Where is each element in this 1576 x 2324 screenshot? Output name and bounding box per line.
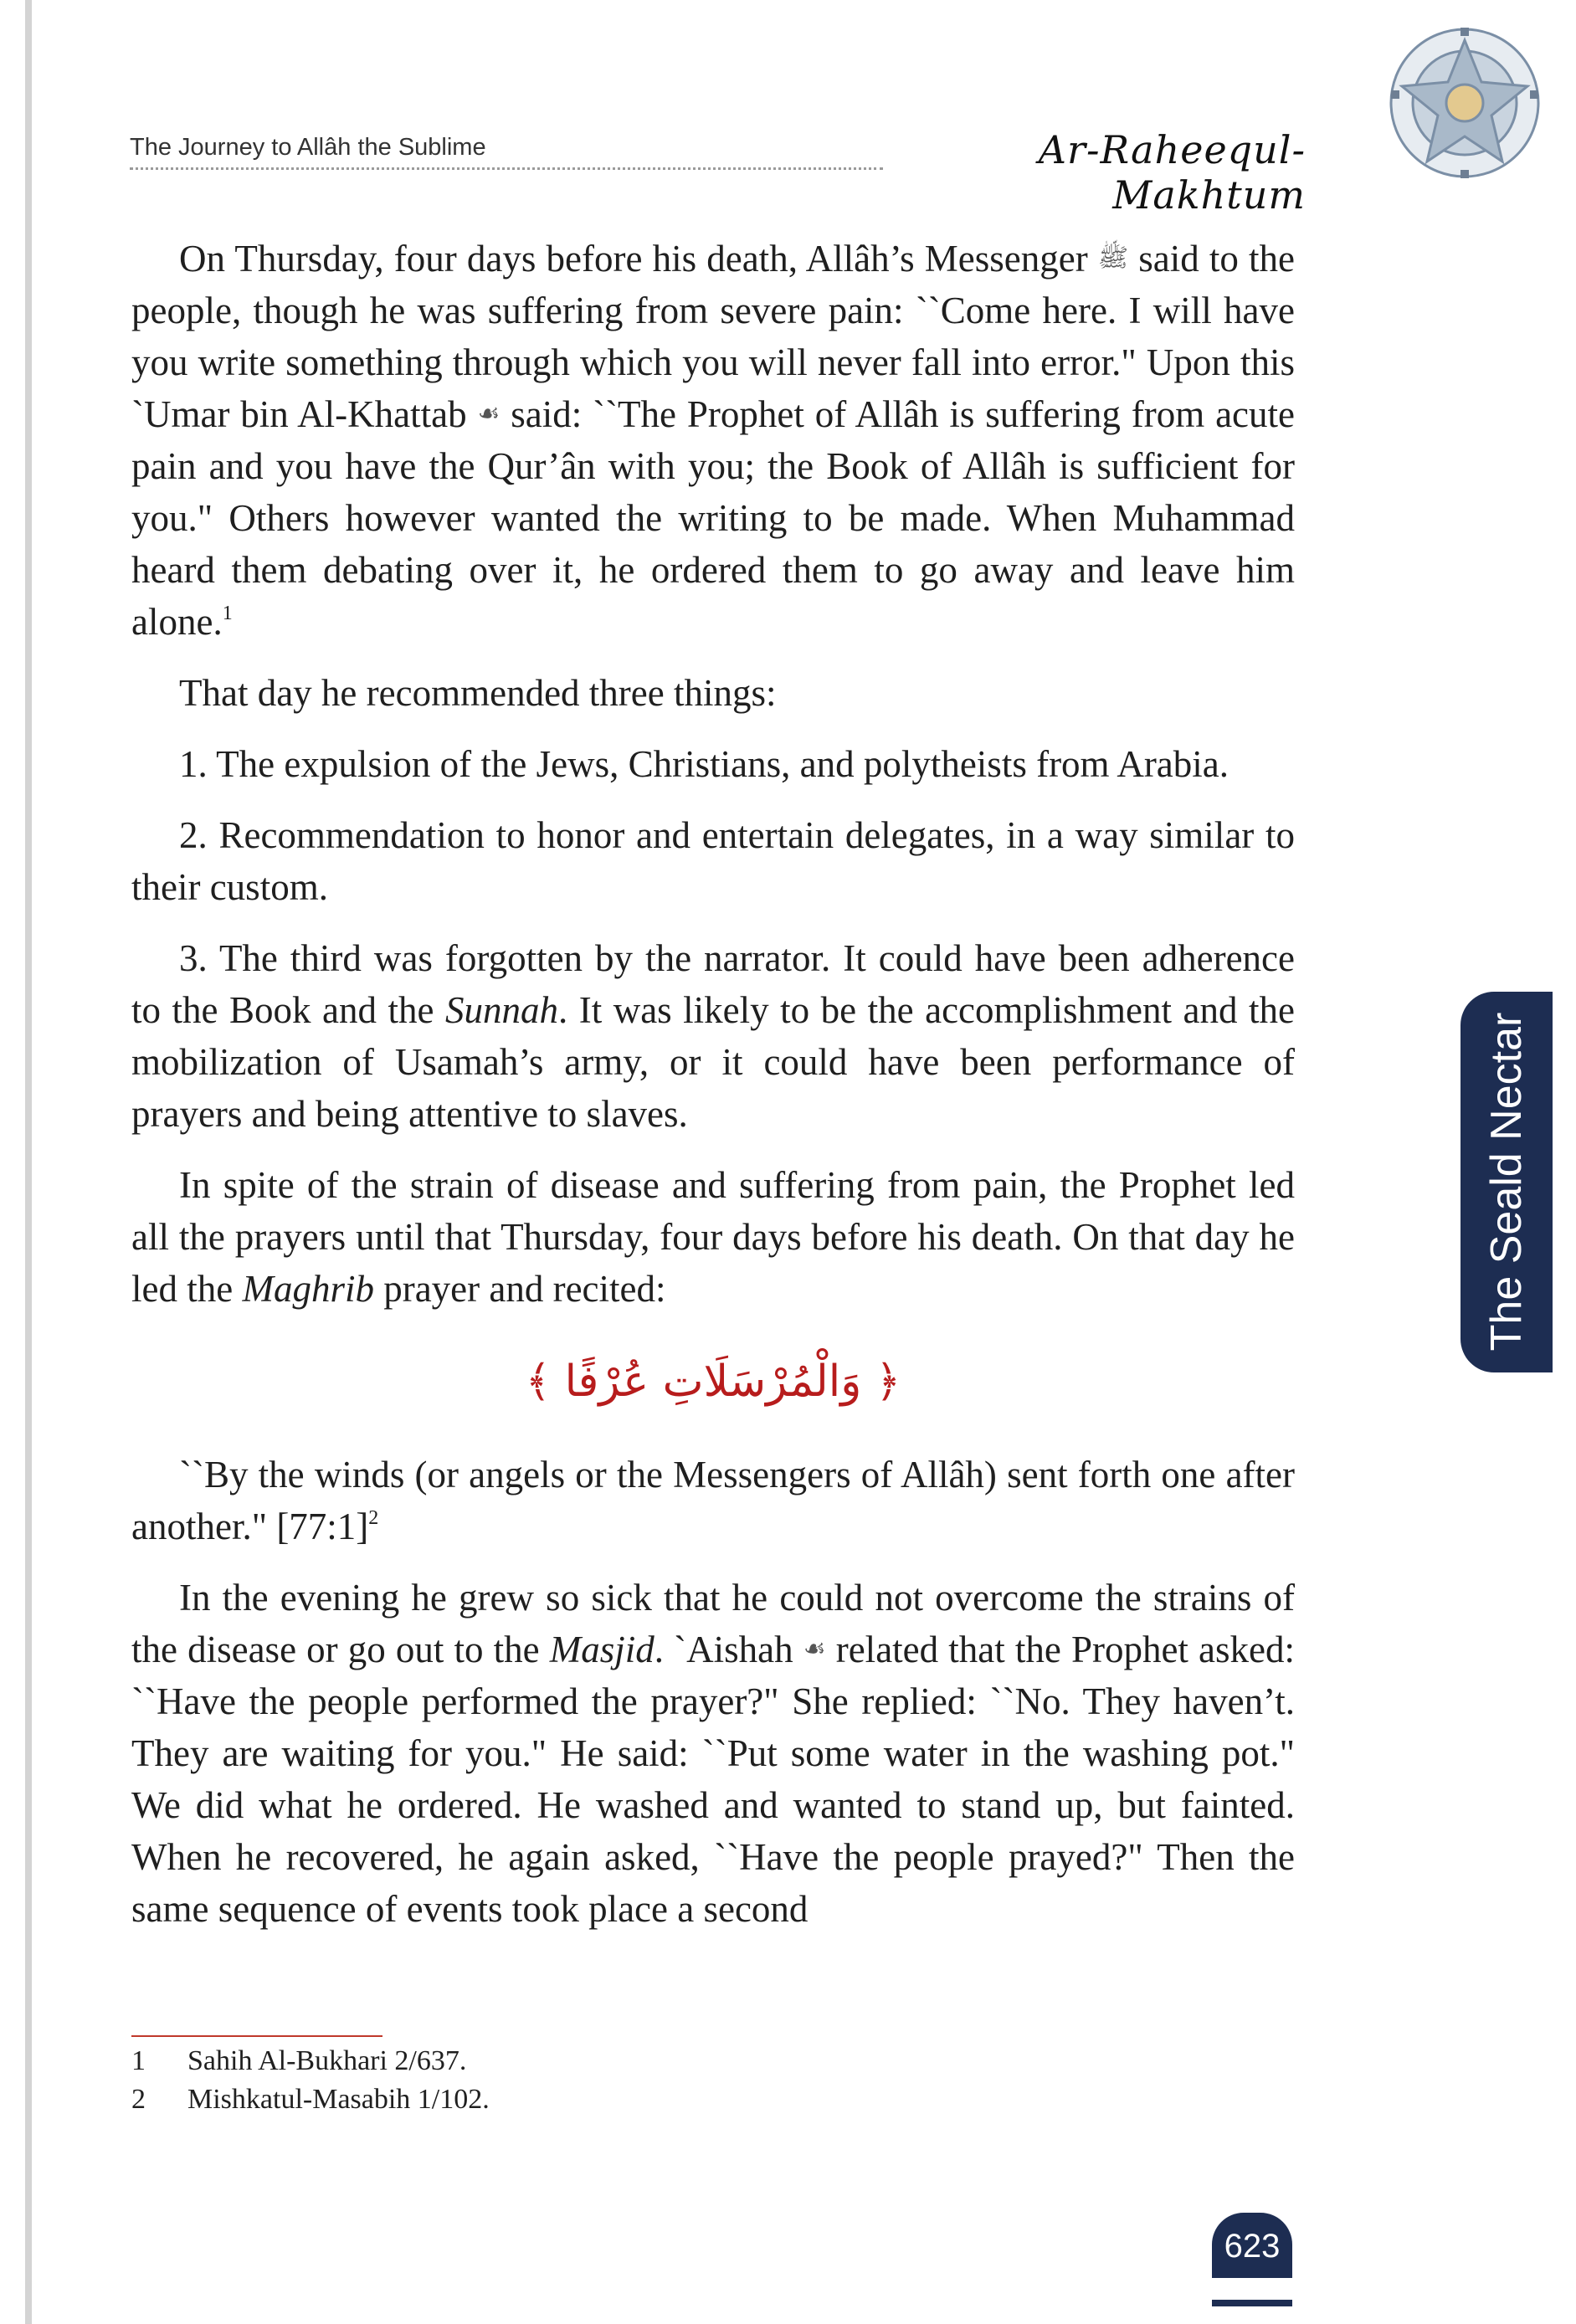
honorific-glyph-icon: ☙ [803, 1635, 826, 1663]
footnote-ref-1: 1 [222, 603, 233, 624]
text-run: . `Aishah [654, 1629, 803, 1670]
text-run: said to the people, though he was suffering from severe pain: ``Come here. I will have you write something through which you will never fall into error." Upon this `Umar bin Al-Khattab [131, 238, 1296, 435]
page-spine-line [25, 0, 32, 2324]
text-run: prayer and recited: [373, 1268, 666, 1310]
paragraph-three-things: That day he recommended three things: [179, 672, 777, 714]
paragraph-evening [131, 1572, 1295, 1935]
text-run: said: ``The Prophet of Allâh is suffering from acute pain and you have the Qur’ân with you; the Book of Allâh is sufficient for you." Others however wanted the writing to be made. When Muhammad heard them debating over it, he ordered them to go away and leave him alone. [131, 393, 1295, 643]
footnote-ref-2: 2 [368, 1507, 379, 1529]
footnotes [131, 2042, 1295, 2119]
italic-term: Masjid [549, 1629, 655, 1670]
text-run: 3. The third was forgotten by the narrator. It could have been adherence to the Book and the [131, 937, 1295, 1031]
honorific-glyph-icon: ☙ [477, 400, 501, 428]
italic-term: Sunnah [444, 989, 558, 1031]
text-run: In spite of the strain of disease and suffering from pain, the Prophet led all the prayers until that Thursday, four days before his death. On that day he led the [131, 1164, 1295, 1310]
header-dotted-rule [130, 167, 883, 170]
footnote-1 [131, 2042, 1295, 2080]
footnote-2 [131, 2080, 1295, 2119]
footnote-number: 1 [131, 2045, 146, 2076]
page-number-underline [1212, 2300, 1292, 2306]
footnote-text: Sahih Al-Bukhari 2/637. [187, 2045, 467, 2076]
salutation-glyph-icon: ﷺ [1097, 244, 1129, 272]
list-item-2: 2. Recommendation to honor and entertain delegates, in a way similar to their custom. [131, 814, 1295, 908]
paragraph-verse-translation [131, 1449, 1295, 1552]
running-header-title: The Journey to Allâh the Sublime [130, 134, 486, 161]
text-run: In the evening he grew so sick that he could not overcome the strains of the disease or go out to the [131, 1577, 1295, 1670]
side-tab-label: The Seald Nectar [1482, 1012, 1531, 1352]
footnote-number: 2 [131, 2084, 146, 2115]
body-text [131, 233, 1295, 1954]
list-item-3 [131, 932, 1295, 1140]
book-title-script: Ar-Raheequl-Makhtum [1038, 127, 1306, 218]
paragraph-led-prayers [131, 1159, 1295, 1315]
text-run: On Thursday, four days before his death, Allâh’s Messenger [179, 238, 1098, 280]
italic-term: Maghrib [242, 1268, 374, 1310]
text-run: . It was likely to be the accomplishment and the mobilization of Usamah’s army, or it could have been performance of prayers and being attentive to slaves. [131, 989, 1295, 1135]
quran-verse: ﴿ وَالْمُرْسَلَاتِ عُرْفًا ﴾ [525, 1357, 901, 1407]
footnote-divider [131, 2035, 382, 2037]
paragraph-thursday [131, 233, 1295, 648]
text-run: related that the Prophet asked: ``Have the people performed the prayer?" She replied: ``No. They haven’t. They are waiting for you." He said: ``Put some water in the washing pot." We did what he ordered. He washed and wanted to stand up, but fainted. When he recovered, he again asked, ``Have the people prayed?" Then the same sequence of events took place a second [131, 1629, 1296, 1930]
islamic-ornament-icon [1339, 23, 1548, 208]
text-run: ``By the winds (or angels or the Messengers of Allâh) sent forth one after another." [77:1] [131, 1454, 1295, 1547]
page-number-badge: 623 [1212, 2213, 1292, 2278]
footnote-text: Mishkatul-Masabih 1/102. [187, 2084, 490, 2115]
list-item-1: 1. The expulsion of the Jews, Christians, and polytheists from Arabia. [179, 743, 1229, 785]
